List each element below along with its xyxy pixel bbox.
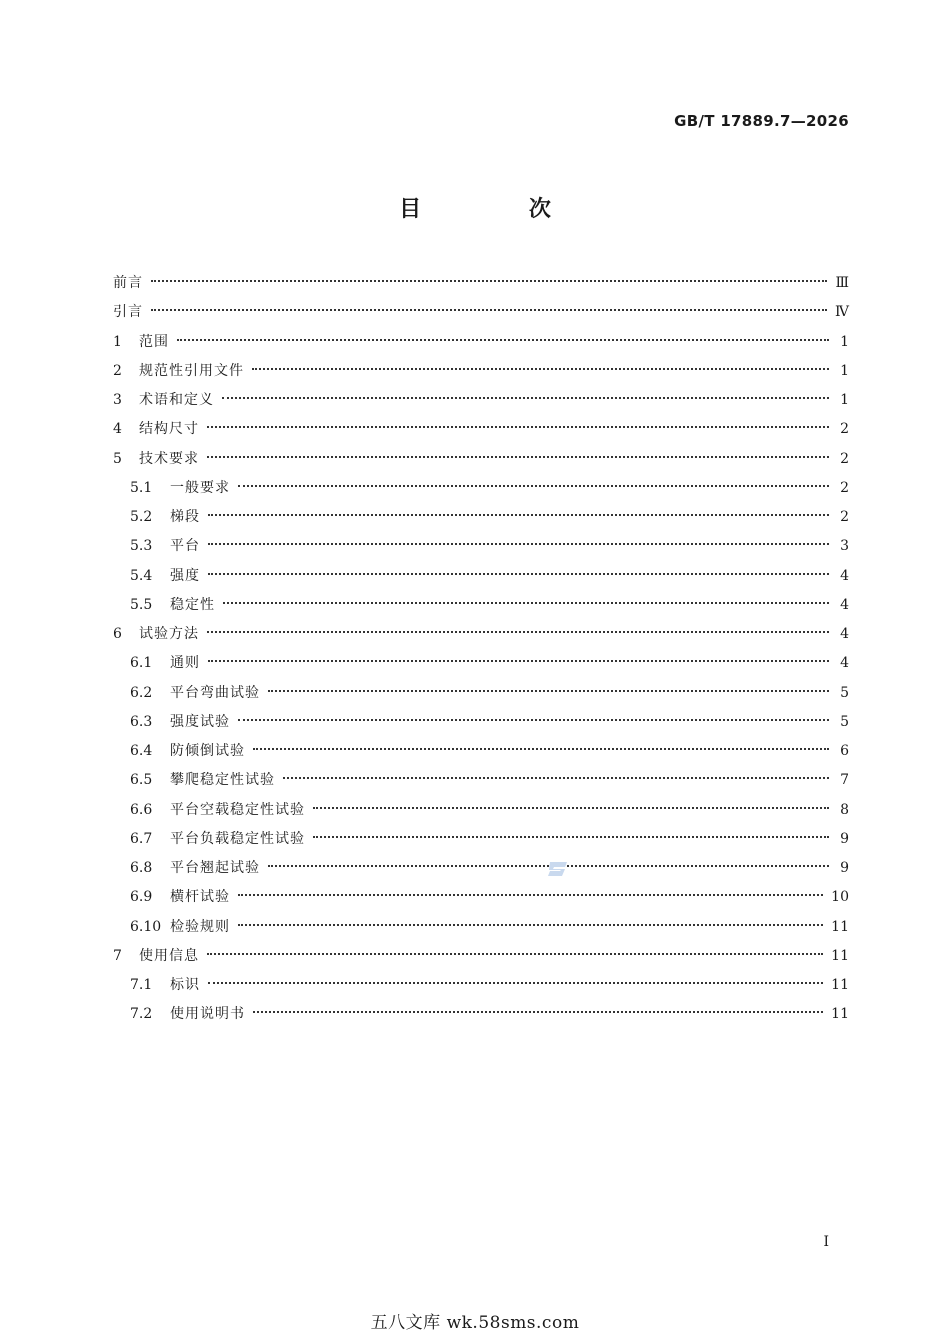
toc-entry-number: 5 [113, 450, 122, 467]
toc-entry-title: 一般要求 [170, 479, 230, 496]
toc-entry-number: 7 [113, 947, 122, 964]
toc-entry-title: 范围 [139, 333, 169, 350]
toc-entry-page: 6 [840, 743, 849, 759]
toc-dot-leader [238, 719, 829, 721]
toc-entry[interactable] [113, 649, 849, 678]
toc-entry-title: 防倾倒试验 [170, 743, 245, 759]
toc-entry-number: 5.5 [130, 596, 153, 613]
toc-dot-leader [207, 631, 829, 633]
toc-entry-page: 2 [840, 479, 849, 496]
toc-entry-number: 6.8 [130, 860, 153, 876]
toc-entry-number: 6.1 [130, 655, 153, 672]
toc-entry[interactable] [113, 854, 849, 883]
toc-entry[interactable] [113, 357, 849, 386]
toc-entry-number: 7.1 [130, 977, 153, 993]
toc-dot-leader [223, 602, 829, 604]
toc-entry-page: Ⅲ [835, 275, 849, 291]
toc-dot-leader [151, 309, 827, 311]
toc-entry-number: 3 [113, 392, 122, 408]
toc-entry-page: 11 [831, 918, 849, 935]
toc-entry-page: 2 [840, 421, 849, 438]
toc-entry-title: 梯段 [170, 509, 200, 525]
toc-entry-page: 9 [840, 860, 849, 876]
toc-entry-title: 前言 [113, 275, 143, 291]
toc-entry-page: 10 [831, 889, 849, 906]
toc-dot-leader [222, 397, 829, 399]
toc-entry-page: 7 [840, 772, 849, 789]
toc-entry-page: 1 [840, 362, 849, 379]
page-title: 目 次 [399, 197, 601, 222]
toc-entry-page: 4 [840, 596, 849, 613]
toc-entry-title: 平台负载稳定性试验 [170, 830, 305, 847]
toc-entry-number: 6 [113, 626, 122, 642]
toc-entry-title: 规范性引用文件 [139, 362, 244, 379]
toc-entry[interactable] [113, 679, 849, 708]
toc-entry-number: 6.10 [130, 918, 162, 935]
toc-dot-leader [208, 660, 829, 662]
toc-entry-page: 3 [840, 538, 849, 555]
toc-dot-leader [313, 836, 829, 838]
toc-entry-title: 强度 [170, 567, 200, 584]
toc-entry-page: 1 [840, 392, 849, 408]
toc-dot-leader [207, 953, 823, 955]
toc-entry[interactable] [113, 474, 849, 503]
toc-entry-page: 1 [840, 333, 849, 350]
toc-dot-leader [208, 982, 823, 984]
toc-entry-number: 5.3 [130, 538, 153, 555]
table-of-contents [113, 269, 849, 1030]
toc-entry-page: 11 [831, 977, 849, 993]
toc-entry[interactable] [113, 708, 849, 737]
toc-entry[interactable] [113, 503, 849, 532]
toc-dot-leader [253, 748, 829, 750]
toc-entry[interactable] [113, 620, 849, 649]
toc-dot-leader [151, 280, 827, 282]
toc-entry-title: 通则 [170, 655, 200, 672]
toc-dot-leader [208, 514, 829, 516]
toc-entry[interactable] [113, 796, 849, 825]
toc-entry[interactable] [113, 445, 849, 474]
toc-entry-number: 6.5 [130, 772, 153, 789]
toc-entry[interactable] [113, 298, 849, 327]
toc-dot-leader [177, 339, 829, 341]
toc-entry[interactable] [113, 971, 849, 1000]
toc-entry-number: 5.1 [130, 479, 153, 496]
toc-dot-leader [268, 690, 829, 692]
toc-entry-page: 4 [840, 626, 849, 642]
toc-entry[interactable] [113, 737, 849, 766]
toc-entry-title: 强度试验 [170, 713, 230, 730]
toc-entry-page: Ⅳ [835, 304, 849, 321]
toc-entry-title: 试验方法 [139, 626, 199, 642]
toc-entry[interactable] [113, 269, 849, 298]
toc-entry-number: 5.4 [130, 567, 153, 584]
toc-entry-number: 6.9 [130, 889, 153, 906]
page-number: Ⅰ [823, 1234, 829, 1250]
toc-dot-leader [283, 777, 829, 779]
toc-entry-title: 检验规则 [170, 918, 230, 935]
toc-entry-page: 9 [840, 830, 849, 847]
toc-entry-number: 7.2 [130, 1006, 153, 1023]
toc-entry-title: 使用说明书 [170, 1006, 245, 1023]
toc-entry-title: 使用信息 [139, 947, 199, 964]
toc-entry[interactable] [113, 883, 849, 912]
toc-entry-title: 引言 [113, 304, 143, 321]
toc-dot-leader [208, 573, 829, 575]
toc-entry-page: 4 [840, 655, 849, 672]
toc-entry-title: 稳定性 [170, 596, 215, 613]
toc-entry[interactable] [113, 1000, 849, 1029]
toc-dot-leader [238, 924, 823, 926]
toc-entry-title: 横杆试验 [170, 889, 230, 906]
toc-entry-title: 平台弯曲试验 [170, 684, 260, 701]
toc-entry-number: 6.2 [130, 684, 153, 701]
toc-dot-leader [313, 807, 829, 809]
toc-dot-leader [238, 485, 829, 487]
toc-entry-number: 6.3 [130, 713, 153, 730]
toc-entry[interactable] [113, 386, 849, 415]
site-footer: 五八文库 wk.58sms.com [370, 1313, 580, 1333]
toc-entry-title: 术语和定义 [139, 392, 214, 408]
toc-dot-leader [207, 426, 829, 428]
toc-entry-number: 1 [113, 333, 122, 350]
toc-dot-leader [238, 894, 823, 896]
toc-entry[interactable] [113, 942, 849, 971]
standard-number: GB/T 17889.7—2026 [674, 112, 849, 130]
toc-entry-number: 6.4 [130, 743, 153, 759]
watermark-logo-icon [545, 856, 571, 882]
toc-entry-title: 结构尺寸 [139, 421, 199, 438]
toc-entry-number: 2 [113, 362, 122, 379]
toc-entry[interactable] [113, 591, 849, 620]
toc-dot-leader [253, 1011, 823, 1013]
toc-entry-title: 标识 [170, 977, 200, 993]
toc-dot-leader [207, 456, 829, 458]
toc-entry[interactable] [113, 766, 849, 795]
toc-entry-page: 5 [840, 684, 849, 701]
toc-entry[interactable] [113, 415, 849, 444]
toc-entry-page: 2 [840, 450, 849, 467]
toc-entry-title: 技术要求 [139, 450, 199, 467]
toc-entry[interactable] [113, 562, 849, 591]
toc-entry[interactable] [113, 913, 849, 942]
toc-entry-number: 6.6 [130, 801, 153, 818]
toc-entry-page: 5 [840, 713, 849, 730]
toc-dot-leader [252, 368, 829, 370]
toc-entry-page: 8 [840, 801, 849, 818]
toc-entry-number: 6.7 [130, 830, 153, 847]
toc-entry-title: 平台 [170, 538, 200, 555]
toc-entry-number: 4 [113, 421, 122, 438]
toc-entry-page: 2 [840, 509, 849, 525]
toc-dot-leader [208, 543, 829, 545]
toc-entry[interactable] [113, 825, 849, 854]
toc-entry-title: 平台翘起试验 [170, 860, 260, 876]
toc-entry-page: 11 [831, 1006, 849, 1023]
toc-entry-title: 攀爬稳定性试验 [170, 772, 275, 789]
toc-entry-title: 平台空载稳定性试验 [170, 801, 305, 818]
toc-entry-page: 4 [840, 567, 849, 584]
toc-entry-page: 11 [831, 947, 849, 964]
toc-entry[interactable] [113, 532, 849, 561]
toc-entry[interactable] [113, 328, 849, 357]
toc-entry-number: 5.2 [130, 509, 153, 525]
